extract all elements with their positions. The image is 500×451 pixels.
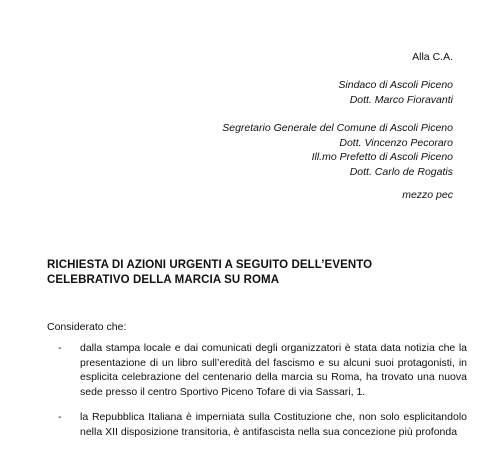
recipient-role: Ill.mo Prefetto di Ascoli Piceno: [311, 151, 453, 163]
recipient-role: Segretario Generale del Comune di Ascoli Piceno: [222, 122, 453, 134]
recipient-name: Dott. Marco Fioravanti: [349, 94, 453, 106]
subject-line-1: RICHIESTA DI AZIONI URGENTI A SEGUITO DELL’EVENTO: [47, 259, 373, 271]
considerations-list: [47, 341, 467, 451]
delivery-method: mezzo pec: [402, 189, 453, 201]
list-item: [47, 341, 467, 399]
subject-line-2: CELEBRATIVO DELLA MARCIA SU ROMA: [47, 274, 280, 286]
intro-text: Considerato che:: [47, 321, 127, 333]
addressee-header: Alla C.A.: [412, 51, 453, 63]
recipient-name: Dott. Vincenzo Pecoraro: [339, 137, 453, 149]
recipient-prefect: [312, 150, 453, 180]
recipient-mayor: [338, 78, 453, 108]
recipient-role: Sindaco di Ascoli Piceno: [338, 79, 453, 91]
list-item-text: dalla stampa locale e dai comunicati degli organizzatori è stata data notizia che la presentazione di un libro sull’eredità del fascismo e su alcuni suoi protagonisti, in esplicita celebrazione del centenario della marcia su Roma, ha trovato una nuova sede presso il centro Sportivo Piceno Tofare di via Sassari, 1.: [80, 342, 467, 398]
bullet-dash: -: [58, 411, 62, 424]
bullet-dash: -: [58, 342, 62, 354]
list-item: [47, 410, 467, 439]
subject-heading: [47, 258, 467, 288]
recipient-name: Dott. Carlo de Rogatis: [349, 166, 453, 178]
list-item-text: la Repubblica Italiana è imperniata sulla Costituzione che, non solo esplicitandolo nella XII disposizione transitoria, è antifascista nella sua concezione più profonda: [80, 411, 467, 438]
recipient-secretary: [222, 121, 453, 151]
